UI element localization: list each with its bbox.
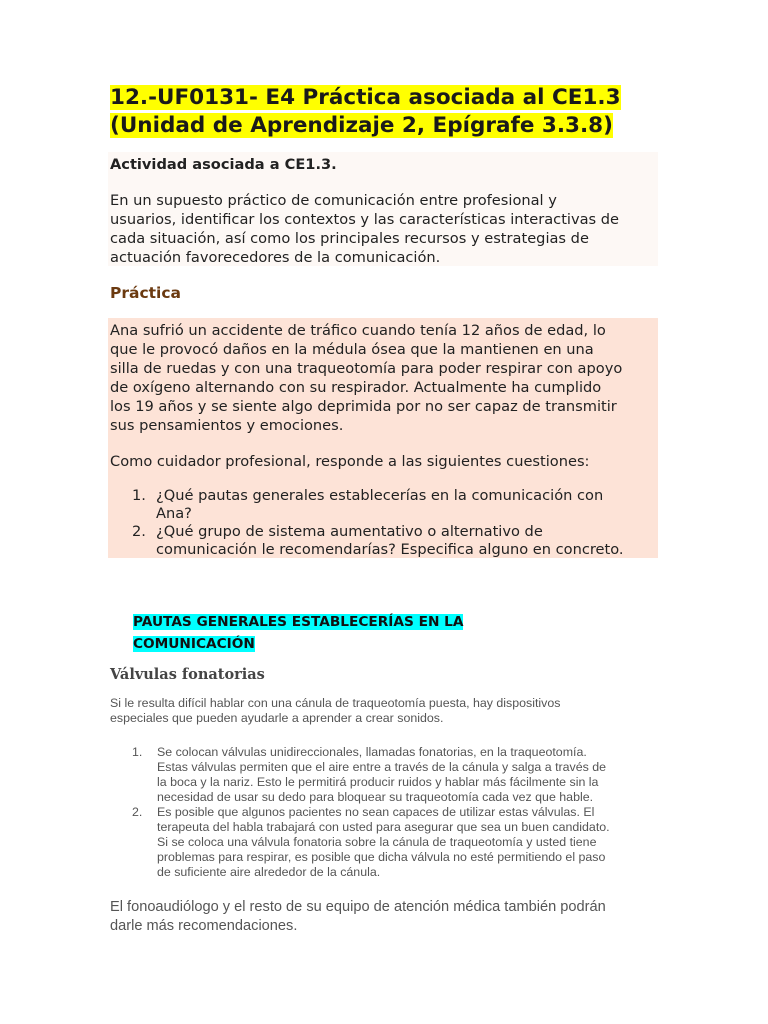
list-number: 2. — [132, 523, 146, 540]
questions-list — [132, 487, 624, 559]
case-line: de oxígeno alternando con su respirador. Actualmente ha cumplido — [110, 379, 602, 396]
case-line: silla de ruedas y con una traqueotomía para poder respirar con apoyo — [110, 360, 623, 377]
item-line: Se colocan válvulas unidireccionales, llamadas fonatorias, en la traqueotomía. — [157, 745, 587, 759]
case-line: sus pensamientos y emociones. — [110, 417, 344, 434]
actividad-line: usuarios, identificar los contextos y las características interactivas de — [110, 211, 620, 228]
title-line1: E4 Práctica asociada al CE1.3 — [257, 85, 621, 110]
actividad-line: cada situación, así como los principales recursos y estrategias de — [110, 230, 589, 247]
practica-prompt: Como cuidador profesional, responde a las siguientes cuestiones: — [110, 453, 590, 470]
title-line2: (Unidad de Aprendizaje 2, Epígrafe 3.3.8) — [110, 113, 613, 138]
valvulas-heading: Válvulas fonatorias — [110, 666, 265, 683]
actividad-line: actuación favorecedores de la comunicación. — [110, 249, 441, 266]
valvulas-intro-line: especiales que pueden ayudarle a aprender a crear sonidos. — [110, 711, 444, 725]
case-line: que le provocó daños en la médula ósea que la mantienen en una — [110, 341, 594, 358]
item-line: la boca y la nariz. Esto le permitirá producir ruidos y hablar más fácilmente sin la — [157, 775, 599, 789]
item-line: Si se coloca una válvula fonatoria sobre la cánula de traqueotomía y usted tiene — [157, 835, 597, 849]
closing-line: darle más recomendaciones. — [110, 918, 298, 934]
question-line: Ana? — [156, 505, 192, 522]
pautas-heading — [133, 611, 463, 655]
actividad-line: En un supuesto práctico de comunicación entre profesional y — [110, 192, 557, 209]
item-line: problemas para respirar, es posible que dicha válvula no esté permitiendo el paso — [157, 850, 606, 864]
list-item — [132, 745, 610, 805]
list-item — [132, 523, 624, 559]
valvulas-list — [132, 745, 610, 880]
item-line: terapeuta del habla trabajará con usted para asegurar que sea un buen candidato. — [157, 820, 610, 834]
item-line: Estas válvulas permiten que el aire entre a través de la cánula y salga a través de — [157, 760, 607, 774]
pautas-line: COMUNICACIÓN — [133, 636, 255, 652]
list-number: 1. — [132, 745, 143, 759]
question-line: comunicación le recomendarías? Especifica alguno en concreto. — [156, 541, 624, 558]
item-line: de suficiente aire alrededor de la cánula. — [157, 865, 381, 879]
case-line: los 19 años y se siente algo deprimida por no ser capaz de transmitir — [110, 398, 617, 415]
pautas-line: PAUTAS GENERALES ESTABLECERÍAS EN LA — [133, 614, 464, 630]
valvulas-intro-line: Si le resulta difícil hablar con una cánula de traqueotomía puesta, hay dispositivos — [110, 696, 561, 710]
closing-line: El fonoaudiólogo y el resto de su equipo de atención médica también podrán — [110, 899, 606, 915]
actividad-heading: Actividad asociada a CE1.3. — [110, 156, 337, 173]
list-item — [132, 487, 624, 523]
list-number: 2. — [132, 805, 143, 819]
closing-paragraph — [110, 898, 606, 936]
item-line: necesidad de usar su dedo para bloquear su traqueotomía cada vez que hable. — [157, 790, 594, 804]
question-line: ¿Qué grupo de sistema aumentativo o alternativo de — [156, 523, 543, 540]
title-prefix: 12.-UF0131- — [110, 85, 258, 110]
list-number: 1. — [132, 487, 146, 504]
practica-heading: Práctica — [110, 284, 182, 302]
page-title — [110, 84, 710, 140]
list-item — [132, 805, 610, 880]
item-line: Es posible que algunos pacientes no sean capaces de utilizar estas válvulas. El — [157, 805, 595, 819]
question-line: ¿Qué pautas generales establecerías en la comunicación con — [156, 487, 604, 504]
case-line: Ana sufrió un accidente de tráfico cuando tenía 12 años de edad, lo — [110, 322, 606, 339]
